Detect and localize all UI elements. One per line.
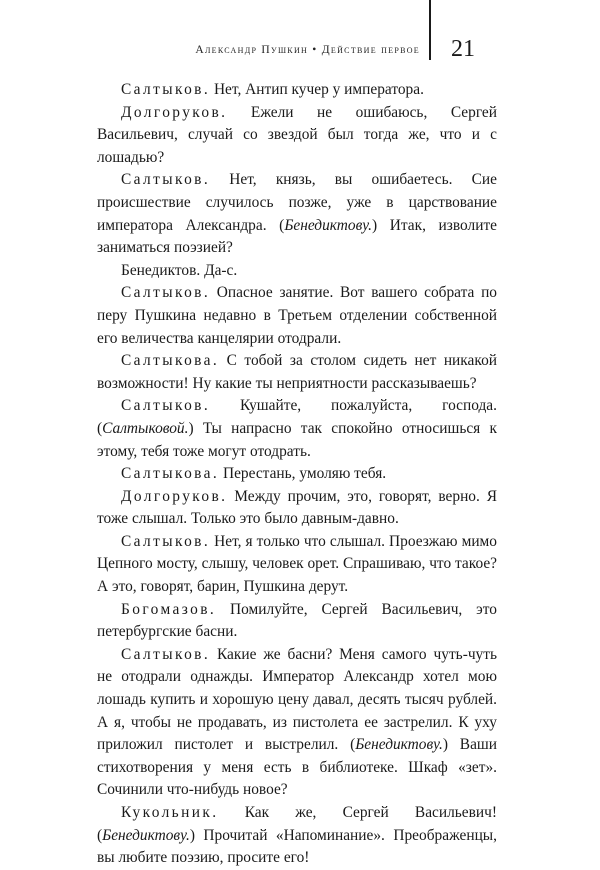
speaker-name: Долгоруков. bbox=[121, 487, 228, 505]
dialogue-text: ) Ваши стихотворения у меня есть в библиотеке. Шкаф «зет». Сочинили что-нибудь новое? bbox=[97, 736, 497, 799]
dialogue-text: ) Прочитай «Напоминание». Преображенцы, вы любите поэзию, просите его! bbox=[97, 826, 497, 867]
dialogue-text: ) Итак, изволите заниматься поэзией? bbox=[97, 216, 497, 257]
dialogue-line bbox=[97, 531, 497, 599]
speaker-name: Салтыкова. bbox=[121, 352, 220, 370]
stage-direction: Бенедиктову. bbox=[355, 736, 443, 754]
dialogue-text: Опасное занятие. Вот вашего собрата по перу Пушкина недавно в Третьем отделении собственной его величества канцелярии отодрали. bbox=[97, 284, 497, 347]
speaker-name: Салтыков. bbox=[121, 645, 211, 663]
speaker-name: Салтыков. bbox=[121, 532, 211, 550]
dialogue-line bbox=[97, 599, 497, 644]
dialogue-text: Нет, Антип кучер у императора. bbox=[210, 81, 424, 98]
dialogue-text: Как же, Сергей Васильевич! ( bbox=[97, 804, 497, 844]
play-text bbox=[97, 79, 497, 870]
dialogue-line bbox=[97, 802, 497, 870]
dialogue-text: Помилуйте, Сергей Васильевич, это петербургские басни. bbox=[97, 600, 497, 641]
dialogue-line bbox=[97, 350, 497, 395]
dialogue-line bbox=[97, 486, 497, 531]
dialogue-line bbox=[97, 79, 497, 102]
speaker-name: Салтыков. bbox=[121, 284, 211, 302]
dialogue-text: Нет, я только что слышал. Проезжаю мимо Цепного мосту, слышу, человек орет. Спрашиваю, что такое? А это, говорят, барин, Пушкина дерут. bbox=[97, 532, 497, 596]
dialogue-line bbox=[97, 463, 497, 486]
dialogue-text: Какие же басни? Меня самого чуть-чуть не отодрали однажды. Император Александр хотел мою лошадь купить и хорошую цену давал, десять тысяч рублей. А я, чтобы не продавать, из пистолета ее застрелил. К уху приложил пистолет и выстрелил. ( bbox=[97, 645, 497, 754]
stage-direction: Бенедиктову. bbox=[284, 216, 372, 234]
dialogue-text: Ежели не ошибаюсь, Сергей Васильевич, случай со звездой был тогда же, что и с лошадью? bbox=[97, 103, 497, 166]
dialogue-text: Да-с. bbox=[200, 261, 238, 279]
speaker-name: Салтыков. bbox=[121, 171, 211, 189]
stage-direction: Бенедиктову. bbox=[102, 826, 190, 844]
page-number: 21 bbox=[451, 36, 475, 62]
dialogue-text: Между прочим, это, говорят, верно. Я тоже слышал. Только это было давным-давно. bbox=[97, 487, 497, 528]
dialogue-text: Нет, князь, вы ошибаетесь. Сие происшествие случилось позже, уже в царствование императора Александра. ( bbox=[97, 171, 497, 234]
dialogue-line bbox=[97, 102, 497, 170]
dialogue-text: Кушайте, пожалуйста, господа. ( bbox=[97, 397, 497, 437]
speaker-name: Салтыков. bbox=[121, 81, 211, 98]
speaker-name: Богомазов. bbox=[121, 600, 217, 618]
speaker-name: Кукольник. bbox=[121, 804, 219, 821]
speaker-name: Салтыкова. bbox=[121, 465, 220, 483]
dialogue-text: ) Ты напрасно так спокойно относишься к этому, тебя тоже могут отодрать. bbox=[97, 419, 497, 460]
speaker-name: Бенедиктов. bbox=[121, 261, 201, 279]
speaker-name: Долгоруков. bbox=[121, 103, 228, 121]
dialogue-text: Перестань, умоляю тебя. bbox=[219, 465, 387, 483]
running-head: Александр Пушкин • Действие первое bbox=[195, 44, 420, 56]
dialogue-line bbox=[97, 169, 497, 259]
dialogue-line bbox=[97, 282, 497, 350]
dialogue-text: С тобой за столом сидеть нет никакой возможности! Ну какие ты неприятности рассказываешь? bbox=[97, 352, 497, 392]
dialogue-line bbox=[97, 395, 497, 463]
dialogue-line bbox=[97, 644, 497, 802]
stage-direction: Салтыковой. bbox=[102, 419, 189, 437]
dialogue-line bbox=[97, 260, 497, 283]
header-vertical-rule bbox=[429, 0, 431, 60]
speaker-name: Салтыков. bbox=[121, 397, 211, 415]
